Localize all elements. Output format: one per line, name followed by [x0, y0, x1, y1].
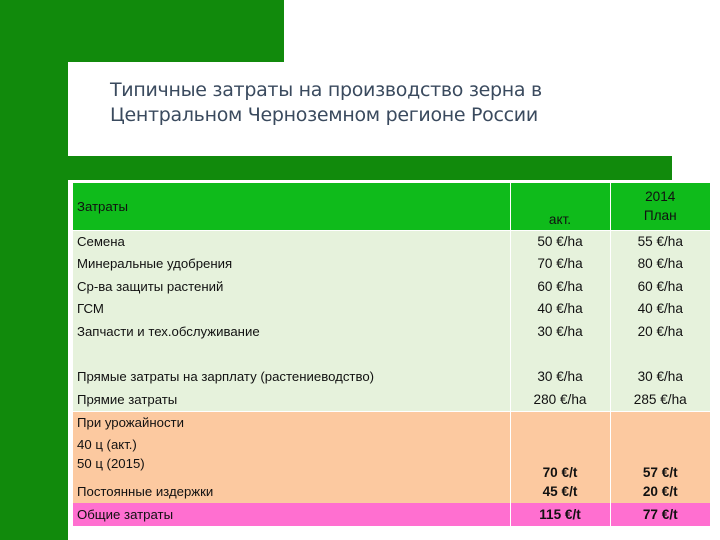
total-label: Общие затраты: [73, 503, 510, 526]
table-row: [73, 365, 710, 388]
row-actual: 70 €/ha: [510, 252, 610, 275]
row-label: Прямие затраты: [73, 388, 510, 411]
slide-title-line-2: Центральном Черноземном регионе России: [110, 104, 538, 126]
row-actual: 50 €/ha: [510, 230, 610, 252]
row-actual: 30 €/ha: [510, 365, 610, 388]
decorative-green-band: [68, 156, 672, 180]
row-actual: 40 €/ha: [510, 297, 610, 319]
header-label: Затраты: [73, 183, 510, 230]
table-row: [73, 275, 710, 297]
row-plan: 40 €/ha: [610, 297, 710, 319]
yield-sub-2015: 50 ц (2015): [73, 456, 510, 480]
table-row: [73, 230, 710, 252]
row-label: Прямые затраты на зарплату (растениеводство): [73, 365, 510, 388]
header-plan: [610, 183, 710, 230]
row-plan: 55 €/ha: [610, 230, 710, 252]
row-label: Семена: [73, 230, 510, 252]
decorative-green-bar-left: [0, 0, 68, 540]
row-actual: 30 €/ha: [510, 319, 610, 343]
fixed-costs-actual: 45 €/t: [510, 480, 610, 503]
yield-label: При урожайности: [73, 411, 510, 433]
row-actual: 280 €/ha: [510, 388, 610, 411]
costs-table: [73, 183, 710, 526]
table-row: [73, 480, 710, 503]
table-header-row: [73, 183, 710, 230]
row-plan: 60 €/ha: [610, 275, 710, 297]
slide-title-line-1: Типичные затраты на производство зерна в: [110, 79, 542, 101]
total-actual: 115 €/t: [510, 503, 610, 526]
row-plan: 20 €/ha: [610, 319, 710, 343]
table-spacer-row: [73, 343, 710, 365]
total-plan: 77 €/t: [610, 503, 710, 526]
yield-plan: 57 €/t: [610, 456, 710, 480]
table-row: [73, 388, 710, 411]
yield-sub-actual: 40 ц (акт.): [73, 433, 510, 456]
header-plan-label: План: [643, 208, 677, 224]
row-plan: 285 €/ha: [610, 388, 710, 411]
row-plan: 80 €/ha: [610, 252, 710, 275]
row-label: Минеральные удобрения: [73, 252, 510, 275]
yield-sub-row: [73, 456, 710, 480]
yield-sub-row: [73, 433, 710, 456]
row-actual: 60 €/ha: [510, 275, 610, 297]
header-actual: [510, 183, 610, 230]
fixed-costs-plan: 20 €/t: [610, 480, 710, 503]
yield-actual: 70 €/t: [510, 456, 610, 480]
header-actual-label: акт.: [548, 211, 572, 227]
yield-header-row: [73, 411, 710, 433]
table-row: [73, 252, 710, 275]
header-year: 2014: [645, 189, 676, 205]
row-label: Запчасти и тех.обслуживание: [73, 319, 510, 343]
table-row: [73, 319, 710, 343]
fixed-costs-label: Постоянные издержки: [73, 480, 510, 503]
table-row: [73, 297, 710, 319]
row-label: Ср-ва защиты растений: [73, 275, 510, 297]
total-row: [73, 503, 710, 526]
slide-title: [110, 78, 670, 128]
row-label: ГСМ: [73, 297, 510, 319]
row-plan: 30 €/ha: [610, 365, 710, 388]
